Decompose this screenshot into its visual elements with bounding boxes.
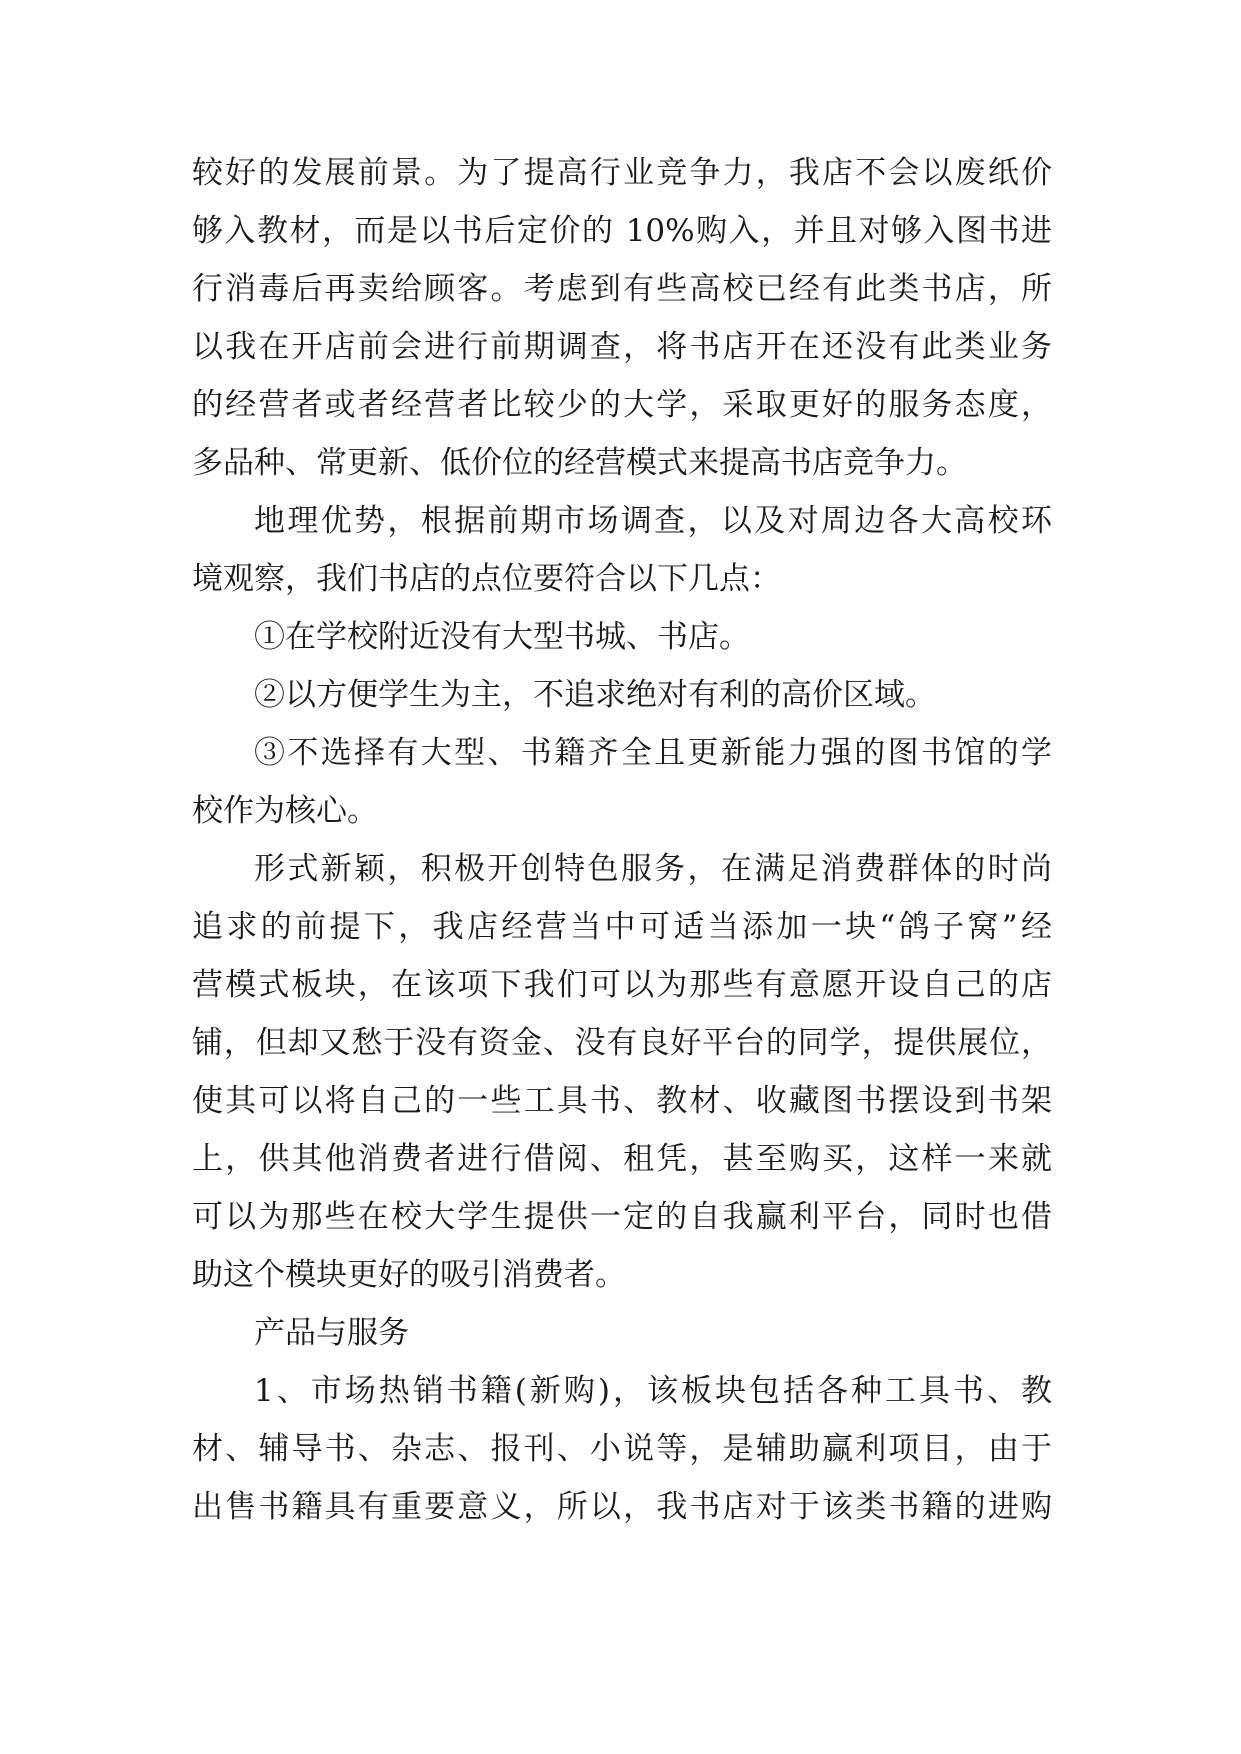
text-line: 使其可以将自己的一些工具书、教材、收藏图书摆设到书架 bbox=[192, 1083, 1052, 1119]
text-line: 以我在开店前会进行前期调查，将书店开在还没有此类业务 bbox=[192, 329, 1052, 365]
text-line: 助这个模块更好的吸引消费者。 bbox=[192, 1257, 626, 1293]
text-line: 行消毒后再卖给顾客。考虑到有些高校已经有此类书店，所 bbox=[192, 271, 1052, 307]
paragraph-start-line: 地理优势，根据前期市场调查，以及对周边各大高校环 bbox=[254, 503, 1052, 539]
paragraph-start-line: 形式新颖，积极开创特色服务，在满足消费群体的时尚 bbox=[254, 851, 1052, 887]
list-item-3: ③不选择有大型、书籍齐全且更新能力强的图书馆的学 bbox=[254, 735, 1052, 771]
text-line: 的经营者或者经营者比较少的大学，采取更好的服务态度， bbox=[192, 387, 1052, 423]
text-line: 营模式板块，在该项下我们可以为那些有意愿开设自己的店 bbox=[192, 967, 1052, 1003]
text-line: 出售书籍具有重要意义，所以，我书店对于该类书籍的进购 bbox=[192, 1489, 1052, 1525]
list-item-1: ①在学校附近没有大型书城、书店。 bbox=[254, 619, 750, 655]
text-line: 铺，但却又愁于没有资金、没有良好平台的同学，提供展位， bbox=[192, 1025, 1052, 1061]
section-heading: 产品与服务 bbox=[254, 1315, 409, 1351]
text-line: 境观察，我们书店的点位要符合以下几点： bbox=[192, 561, 781, 597]
text-line: 校作为核心。 bbox=[192, 793, 378, 829]
text-line: 多品种、常更新、低价位的经营模式来提高书店竞争力。 bbox=[192, 445, 967, 481]
text-line: 较好的发展前景。为了提高行业竞争力，我店不会以废纸价 bbox=[192, 155, 1052, 191]
paragraph-start-line: 1、市场热销书籍(新购)，该板块包括各种工具书、教 bbox=[254, 1373, 1052, 1409]
text-line: 够入教材，而是以书后定价的 10%购入，并且对够入图书进 bbox=[192, 213, 1052, 249]
text-line: 追求的前提下，我店经营当中可适当添加一块“鸽子窝”经 bbox=[192, 909, 1052, 945]
list-item-2: ②以方便学生为主，不追求绝对有利的高价区域。 bbox=[254, 677, 936, 713]
text-line: 上，供其他消费者进行借阅、租凭，甚至购买，这样一来就 bbox=[192, 1141, 1052, 1177]
text-line: 可以为那些在校大学生提供一定的自我赢利平台，同时也借 bbox=[192, 1199, 1052, 1235]
text-line: 材、辅导书、杂志、报刊、小说等，是辅助赢利项目，由于 bbox=[192, 1431, 1052, 1467]
